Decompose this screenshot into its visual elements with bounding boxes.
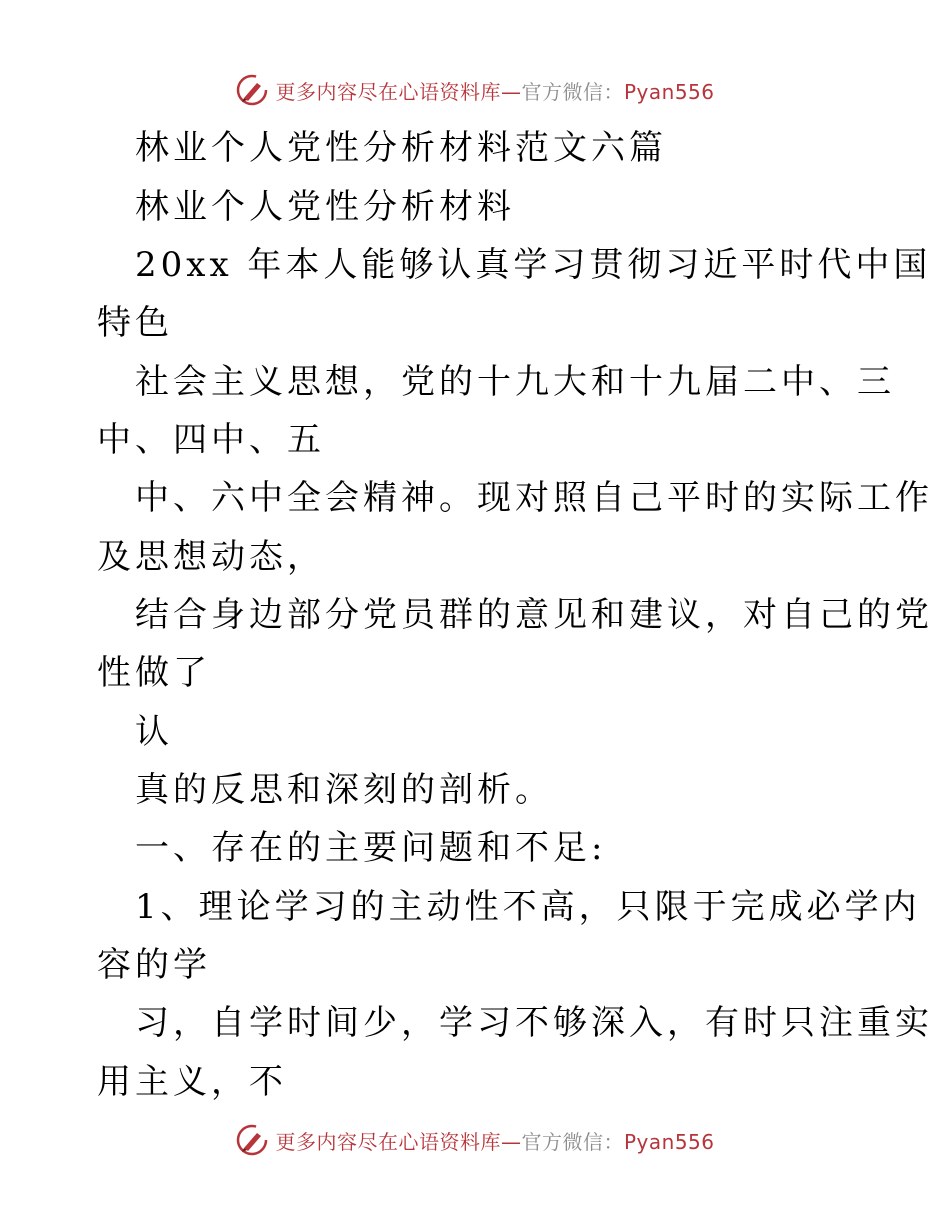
- paragraph-line: 真的反思和深刻的剖析。: [135, 770, 553, 810]
- paragraph-line: 特色: [97, 303, 173, 343]
- paragraph-line: 用主义，不: [97, 1062, 287, 1102]
- watermark-banner-bottom: [0, 1120, 950, 1160]
- section-heading: 一、存在的主要问题和不足:: [135, 828, 607, 868]
- watermark-banner-top: [0, 70, 950, 110]
- paragraph-line: 及思想动态，: [97, 537, 325, 577]
- paragraph-line: 习，自学时间少，学习不够深入，有时只注重实: [135, 1003, 933, 1043]
- paragraph-line: 社会主义思想，党的十九大和十九届二中、三: [135, 362, 895, 402]
- paragraph-line: 认: [135, 712, 173, 752]
- paragraph-line: 性做了: [97, 653, 211, 693]
- paragraph-line: 中、四中、五: [97, 420, 325, 460]
- paragraph-line: 结合身边部分党员群的意见和建议，对自己的党: [135, 595, 933, 635]
- paragraph-line: 中、六中全会精神。现对照自己平时的实际工作: [135, 478, 933, 518]
- pen-logo-icon: [235, 73, 269, 107]
- paragraph-line: 20xx 年本人能够认真学习贯彻习近平时代中国: [135, 245, 932, 285]
- watermark-text: 更多内容尽在心语资料库—官方微信：Pyan556: [275, 79, 715, 104]
- document-subtitle: 林业个人党性分析材料: [135, 187, 515, 227]
- document-title: 林业个人党性分析材料范文六篇: [135, 128, 667, 168]
- paragraph-line: 容的学: [97, 945, 211, 985]
- watermark-text: 更多内容尽在心语资料库—官方微信：Pyan556: [275, 1129, 715, 1154]
- pen-logo-icon: [235, 1123, 269, 1157]
- paragraph-line: 1、理论学习的主动性不高，只限于完成必学内: [135, 887, 921, 927]
